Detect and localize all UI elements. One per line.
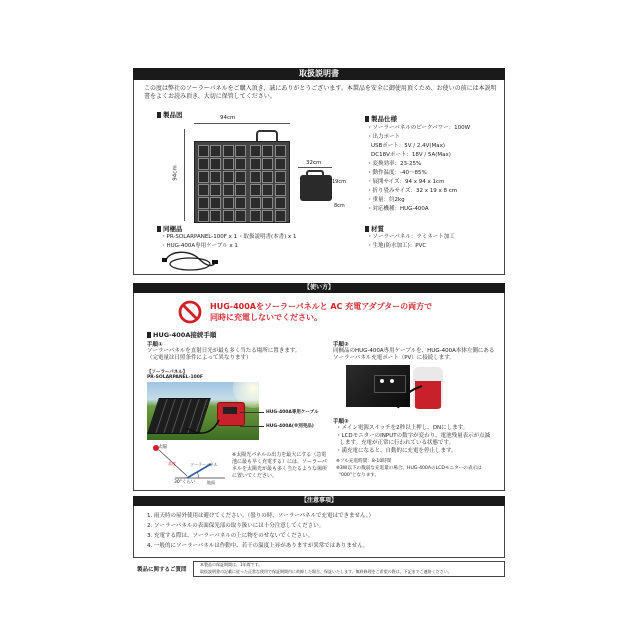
bundled-item: ・HUG-400A専用ケーブル x 1 <box>161 243 238 249</box>
spec-item: USBポート：5V / 2.4V(Max) <box>371 143 446 149</box>
panel-height-label: 94cm <box>172 165 179 181</box>
cable-photo <box>147 382 259 440</box>
spec-item: ・展開サイズ：94 x 94 x 1cm <box>367 179 445 185</box>
unit-callout-line <box>240 426 264 427</box>
cable-label: HUG-400A専用ケーブル <box>266 410 319 415</box>
spec-item: ・変換効率：23-25% <box>367 161 422 167</box>
warning-line-1: HUG-400Aをソーラーパネルと AC 充電アダプターの両方で <box>210 302 433 311</box>
caution-item: 2. ソーラーパネルの表面保光部の取り扱いには十分注意してください。 <box>147 523 325 529</box>
specs-heading: 製品仕様 <box>365 114 397 123</box>
panel-width-dim-line <box>194 123 290 124</box>
step1-note: 池に最も早く充電する）には、ソーラーパ <box>232 459 327 465</box>
panel-model-label: PR-SOLARPANEL-100F <box>147 375 203 380</box>
step3-item: ・満充電になると、自動的に充電を停止します。 <box>336 448 457 454</box>
caution-header: 【注意事項】 <box>300 497 337 504</box>
step1-note: ネルを太陽光が最も多く当たるような場所 <box>232 466 328 472</box>
panel-height-dim-line <box>184 129 185 221</box>
step3-label: 手順③ <box>333 419 349 425</box>
page-title: 取扱説明書 <box>299 69 339 78</box>
fold-width-label: 32cm <box>306 160 322 166</box>
folded-handle <box>306 170 324 176</box>
step1-label: 手順① <box>147 342 163 348</box>
step3-item: ・LCDモニターのINPUTの数字が変わり、電池残量表示が点滅 <box>336 433 491 439</box>
step2-label: 手順② <box>333 342 349 348</box>
spec-item: ・折り畳みサイズ：32 x 19 x 8 cm <box>367 188 458 194</box>
title-bar <box>133 68 505 80</box>
footer-label: 製品に関するご質問 <box>137 567 187 573</box>
bundled-item: ・取扱説明書(本書) x 1 <box>238 234 297 240</box>
usage-photo <box>147 382 259 440</box>
usage-header: 【使い方】 <box>303 284 334 291</box>
material-item: ・生地(防水加工)：PVC <box>367 243 427 249</box>
cable-illustration <box>160 248 220 274</box>
intro-line-1: この度は弊社のソーラーパネルをご購入頂き、誠にありがとうございます。本製品を安全に御使用頂くため、お使いの前には本説明 <box>144 85 497 92</box>
spec-item: ・動作温度：-40〜85% <box>367 170 427 176</box>
product-fig-heading: 製品図 <box>157 110 183 119</box>
solar-panel-unfolded <box>194 141 290 223</box>
bundled-item: ・PR-SOLARPANEL-100F x 1 <box>161 234 238 240</box>
step1-note: ※太陽光パネルの出力を最大にする（急電 <box>232 452 327 458</box>
panel-handle <box>256 130 278 141</box>
step2-text: 同梱品のHUG-400A専用ケーブルを、HUG-400A本体左側にある <box>333 348 495 354</box>
step3-note: "000"となります。 <box>336 473 380 478</box>
caution-header-bar <box>133 496 505 506</box>
intro-line-2: 書をよくお読み頂き、大切に保管してください。 <box>144 93 276 100</box>
angle-label: 30°くらい <box>174 480 196 485</box>
prohibited-icon <box>178 300 202 324</box>
step3-item: します。充電が正常に行われている状態です。 <box>336 440 455 446</box>
step3-note: ※3W以下の微弱な充電量の場合、HUG-400AのLCDモニターの表示は <box>336 466 482 471</box>
step1-text: （完電量は日照条件によって異なります） <box>147 355 252 361</box>
caution-item: 3. 充電する際は、ソーラーパネルの上に物をのせないでください。 <box>147 533 314 539</box>
fold-width-dim-line <box>298 167 332 168</box>
height-label: 高度 <box>168 461 176 466</box>
spec-item: ・ソーラーパネルのピークパワー：100W <box>367 125 471 131</box>
connect-heading: HUG-400A接続手順 <box>147 330 216 339</box>
warning-line-2: 同時に充電しないでください。 <box>210 313 322 322</box>
material-item: ・ソーラーパネル：ラミネート加工 <box>367 234 455 240</box>
panel-width-label: 94cm <box>220 115 236 121</box>
material-heading: 材質 <box>365 224 384 233</box>
port-led <box>390 379 394 383</box>
step1-note: に置いてください。 <box>232 473 278 479</box>
step2-cable <box>396 380 426 410</box>
step1-text: ソーラーパネルを直射日光が最も多く当たる場所に置きます。 <box>147 348 301 354</box>
caution-item: 4. 一般的にソーラーパネルは作動中、若干の温度上昇がありますが異常ではありません。 <box>147 543 369 549</box>
product-figure <box>160 115 360 225</box>
footer-line: 取扱説明書の記載に従った正常な使用で保証期間内に故障した場合、保証いたします。無料修理をご希望の際は、下記までご連絡ください。 <box>200 569 452 574</box>
fold-height-label: 19cm <box>332 179 346 185</box>
usage-header-bar <box>133 283 505 293</box>
footer-line: 本製品の保証期間は、1年間です。 <box>200 562 263 567</box>
spec-item: DC18Vポート：18V / 5A(Max) <box>371 152 451 158</box>
spec-item: ・対応機種：HUG-400A <box>367 206 429 212</box>
port-led <box>380 379 384 383</box>
step3-note: ※フル充電時間：8-10時間 <box>336 459 392 464</box>
caution-item: 1. 雨天時の屋外使用は避けてください。（曇りの時、ソーラーパネルで充電はできません。） <box>147 513 375 519</box>
solar-panel-folded <box>300 175 332 201</box>
panel-small-label: ソーラーパネル <box>190 462 218 467</box>
step2-text: ソーラーパネル充電ポート（PV）に接続します。 <box>333 355 455 361</box>
unit-label: HUG-400A(※別売品) <box>266 424 314 429</box>
cable-callout-line <box>240 412 264 413</box>
spec-item: ・出力ポート <box>367 134 401 140</box>
sun-label: 太陽 <box>158 445 167 450</box>
panel-label: 【ソーラーパネル】 <box>147 370 188 375</box>
spec-item: ・重量：約2kg <box>367 197 405 203</box>
ground-label: 地面 <box>207 480 215 485</box>
fold-depth-label: 8cm <box>334 203 345 209</box>
step3-item: ・メイン電源スイッチを2秒以上押し、ONにします。 <box>336 425 469 431</box>
bundled-heading: 同梱品 <box>157 224 183 233</box>
